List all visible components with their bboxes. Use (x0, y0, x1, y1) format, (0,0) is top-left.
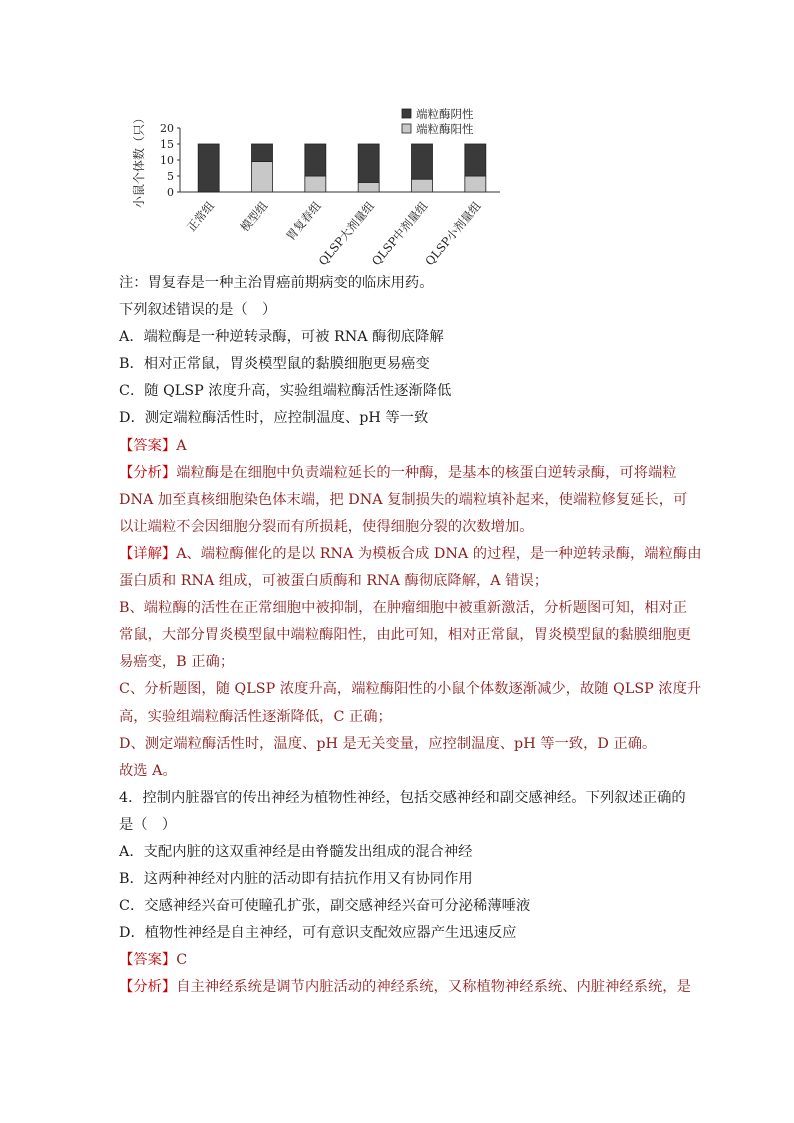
line-text: 端粒酶是在细胞中负责端粒延长的一种酶，是基本的核蛋白逆转录酶，可将端粒 (176, 464, 677, 481)
line-text: D．植物性神经是自主神经，可有意识支配效应器产生迅速反应 (119, 925, 517, 942)
text-line (119, 568, 679, 595)
bar-negative (198, 144, 219, 192)
x-tick-label: 胃复春组 (283, 198, 324, 244)
text-line (119, 785, 686, 812)
section-tag: 【分析】 (119, 979, 177, 996)
line-text: 易癌变，B 正确； (119, 654, 235, 671)
legend-swatch (402, 109, 411, 118)
x-tick-label: QLSP大剂量组 (315, 198, 377, 269)
line-text: 下列叙述错误的是（ ） (119, 302, 277, 319)
y-tick-label: 5 (167, 170, 174, 183)
line-text: C．随 QLSP 浓度升高，实验组端粒酶活性逐渐降低 (119, 383, 452, 400)
bar-negative (465, 144, 486, 176)
line-text: 高，实验组端粒酶活性逐渐降低，C 正确； (119, 708, 392, 725)
line-text: C、分析题图，随 QLSP 浓度升高，端粒酶阳性的小鼠个体数逐渐减少，故随 QLSP 浓度升 (119, 681, 702, 698)
section-tag: 【答案】 (119, 952, 177, 969)
line-text: 以让端粒不会因细胞分裂而有所损耗，使得细胞分裂的次数增加。 (119, 518, 534, 535)
tagged-line (119, 460, 679, 487)
x-tick-label: 正常组 (184, 198, 217, 235)
text-line (119, 758, 679, 785)
section-tag: 【分析】 (119, 464, 177, 481)
telomerase-bar-chart (110, 95, 530, 280)
x-tick-label: QLSP小剂量组 (422, 198, 484, 269)
line-text: B．这两种神经对内脏的活动即有拮抗作用又有协同作用 (119, 871, 473, 888)
y-tick-label: 15 (160, 138, 174, 151)
text-line (119, 920, 679, 947)
y-tick-label: 0 (167, 186, 174, 199)
bar-negative (358, 144, 379, 182)
line-text: 自主神经系统是调节内脏活动的神经系统，又称植物神经系统、内脏神经系统，是 (176, 979, 691, 996)
section-tag: 【详解】 (119, 545, 177, 562)
legend-label: 端粒酶阴性 (416, 107, 474, 121)
line-text: B．相对正常鼠，胃炎模型鼠的黏膜细胞更易癌变 (119, 356, 430, 373)
text-line (119, 839, 679, 866)
line-text: 常鼠，大部分胃炎模型鼠中端粒酶阳性，由此可知，相对正常鼠，胃炎模型鼠的黏膜细胞更 (119, 627, 691, 644)
section-tag: 【答案】 (119, 437, 177, 454)
line-text: A、端粒酶催化的是以 RNA 为模板合成 DNA 的过程，是一种逆转录酶，端粒酶由 (176, 545, 702, 562)
bar-negative (412, 144, 433, 179)
text-line (119, 704, 679, 731)
text-line (119, 297, 679, 324)
legend-swatch (402, 124, 411, 133)
line-text: D、测定端粒酶活性时，温度、pH 是无关变量，应控制温度、pH 等一致，D 正确。 (119, 735, 657, 752)
bar-negative (305, 144, 326, 176)
text-line (119, 676, 702, 703)
text-line (119, 270, 679, 297)
line-text: 蛋白质和 RNA 组成，可被蛋白质酶和 RNA 酶彻底降解，A 错误； (119, 573, 549, 590)
bar-positive (252, 162, 273, 192)
line-text: B、端粒酶的活性在正常细胞中被抑制，在肿瘤细胞中被重新激活，分析题图可知，相对正 (119, 600, 688, 617)
tagged-line (119, 947, 679, 974)
y-axis-label: 小鼠个体数（只） (132, 111, 146, 209)
line-text: A．支配内脏的这双重神经是由脊髓发出组成的混合神经 (119, 843, 473, 860)
line-text: A (176, 437, 187, 454)
text-line (119, 514, 679, 541)
line-text: 注：胃复春是一种主治胃癌前期病变的临床用药。 (119, 275, 434, 291)
tagged-line (119, 541, 702, 568)
line-text: D．测定端粒酶活性时，应控制温度、pH 等一致 (119, 410, 429, 427)
line-text: DNA 加至真核细胞染色体末端，把 DNA 复制损失的端粒填补起来，使端粒修复延长，可 (119, 491, 688, 508)
question-text (119, 270, 702, 1002)
tagged-line (119, 433, 679, 460)
line-text: C (176, 952, 188, 969)
y-tick-label: 20 (160, 122, 174, 135)
x-tick-label: QLSP中剂量组 (368, 198, 431, 269)
bar-positive (465, 176, 486, 192)
text-line (119, 866, 679, 893)
text-line (119, 893, 679, 920)
bar-negative (252, 144, 273, 162)
text-line (119, 731, 679, 758)
tagged-line (119, 974, 691, 1001)
line-text: 是（ ） (119, 816, 177, 833)
line-text: C．交感神经兴奋可使瞳孔扩张，副交感神经兴奋可分泌稀薄唾液 (119, 898, 531, 915)
line-text: 4．控制内脏器官的传出神经为植物性神经，包括交感神经和副交感神经。下列叙述正确的 (119, 789, 686, 806)
text-line (119, 324, 679, 351)
line-text: A．端粒酶是一种逆转录酶，可被 RNA 酶彻底降解 (119, 329, 444, 346)
text-line (119, 812, 679, 839)
bar-positive (412, 179, 433, 192)
text-line (119, 378, 679, 405)
y-tick-label: 10 (160, 154, 174, 167)
text-line (119, 487, 688, 514)
bar-positive (305, 176, 326, 192)
text-line (119, 405, 679, 432)
text-line (119, 351, 679, 378)
legend-label: 端粒酶阳性 (416, 122, 474, 136)
bar-positive (358, 182, 379, 192)
line-text: 故选 A。 (119, 762, 177, 779)
x-tick-label: 模型组 (237, 198, 271, 235)
text-line (119, 595, 688, 622)
text-line (119, 649, 679, 676)
text-line (119, 622, 691, 649)
